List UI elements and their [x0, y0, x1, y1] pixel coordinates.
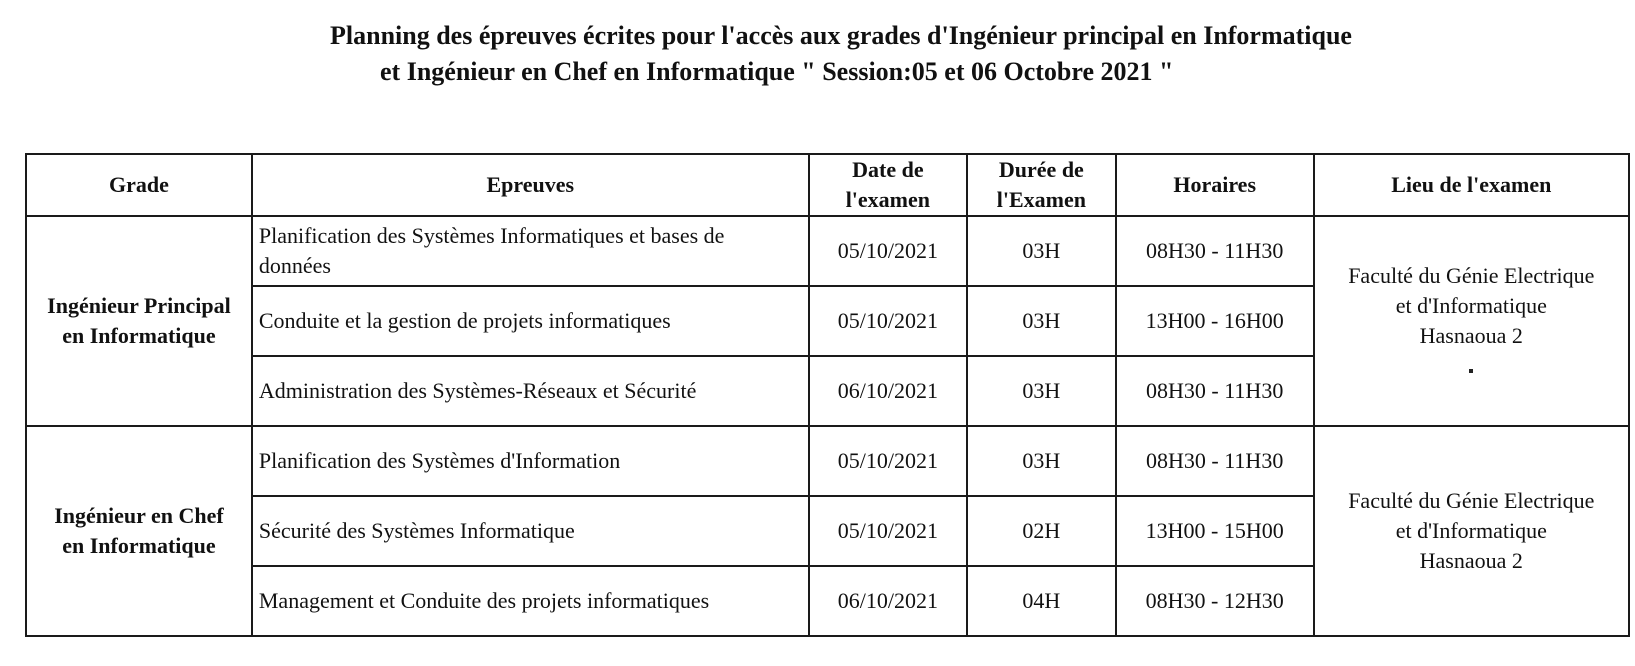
header-date: [809, 154, 967, 216]
lieu-line-3: Hasnaoua 2: [1419, 323, 1523, 348]
lieu-line-1: Faculté du Génie Electrique: [1348, 488, 1595, 513]
grade-line-1: Ingénieur Principal: [47, 293, 231, 318]
epreuve-cell: Planification des Systèmes Informatiques et bases de données: [252, 216, 809, 286]
table-row: [26, 426, 1629, 496]
header-horaires: Horaires: [1116, 154, 1314, 216]
title-line-1: Planning des épreuves écrites pour l'accès aux grades d'Ingénieur principal en Informatique: [330, 21, 1352, 50]
table-row: [26, 216, 1629, 286]
grade-line-1: Ingénieur en Chef: [54, 503, 224, 528]
header-grade: Grade: [26, 154, 252, 216]
title-line-2: et Ingénieur en Chef en Informatique " Session:05 et 06 Octobre 2021 ": [380, 57, 1174, 86]
header-date-line-2: l'examen: [845, 187, 931, 212]
grade-cell: [26, 426, 252, 636]
header-date-line-1: Date de: [852, 157, 924, 182]
header-duree: [967, 154, 1116, 216]
lieu-line-3: Hasnaoua 2: [1419, 548, 1523, 573]
grade-line-2: en Informatique: [62, 533, 216, 558]
grade-cell: [26, 216, 252, 426]
header-epreuves: Epreuves: [252, 154, 809, 216]
date-cell: 05/10/2021: [809, 216, 967, 286]
grade-line-2: en Informatique: [62, 323, 216, 348]
horaire-cell: 08H30 - 12H30: [1116, 566, 1314, 636]
epreuve-cell: Administration des Systèmes-Réseaux et Sécurité: [252, 356, 809, 426]
header-lieu: Lieu de l'examen: [1314, 154, 1629, 216]
exam-schedule-table: [25, 153, 1630, 637]
duree-cell: 03H: [967, 356, 1116, 426]
stray-dot-mark: [1469, 369, 1473, 373]
header-row: [26, 154, 1629, 216]
horaire-cell: 08H30 - 11H30: [1116, 216, 1314, 286]
date-cell: 06/10/2021: [809, 356, 967, 426]
horaire-cell: 13H00 - 15H00: [1116, 496, 1314, 566]
header-duree-line-2: l'Examen: [996, 187, 1086, 212]
duree-cell: 02H: [967, 496, 1116, 566]
duree-cell: 03H: [967, 426, 1116, 496]
duree-cell: 04H: [967, 566, 1116, 636]
lieu-line-2: et d'Informatique: [1395, 518, 1547, 543]
lieu-cell: [1314, 426, 1629, 636]
horaire-cell: 08H30 - 11H30: [1116, 356, 1314, 426]
date-cell: 05/10/2021: [809, 426, 967, 496]
epreuve-cell: Management et Conduite des projets informatiques: [252, 566, 809, 636]
duree-cell: 03H: [967, 286, 1116, 356]
header-duree-line-1: Durée de: [998, 157, 1084, 182]
epreuve-cell: Conduite et la gestion de projets informatiques: [252, 286, 809, 356]
duree-cell: 03H: [967, 216, 1116, 286]
horaire-cell: 13H00 - 16H00: [1116, 286, 1314, 356]
epreuve-cell: Planification des Systèmes d'Information: [252, 426, 809, 496]
date-cell: 05/10/2021: [809, 286, 967, 356]
horaire-cell: 08H30 - 11H30: [1116, 426, 1314, 496]
lieu-line-1: Faculté du Génie Electrique: [1348, 263, 1595, 288]
date-cell: 05/10/2021: [809, 496, 967, 566]
date-cell: 06/10/2021: [809, 566, 967, 636]
lieu-line-2: et d'Informatique: [1395, 293, 1547, 318]
epreuve-cell: Sécurité des Systèmes Informatique: [252, 496, 809, 566]
lieu-cell: [1314, 216, 1629, 426]
